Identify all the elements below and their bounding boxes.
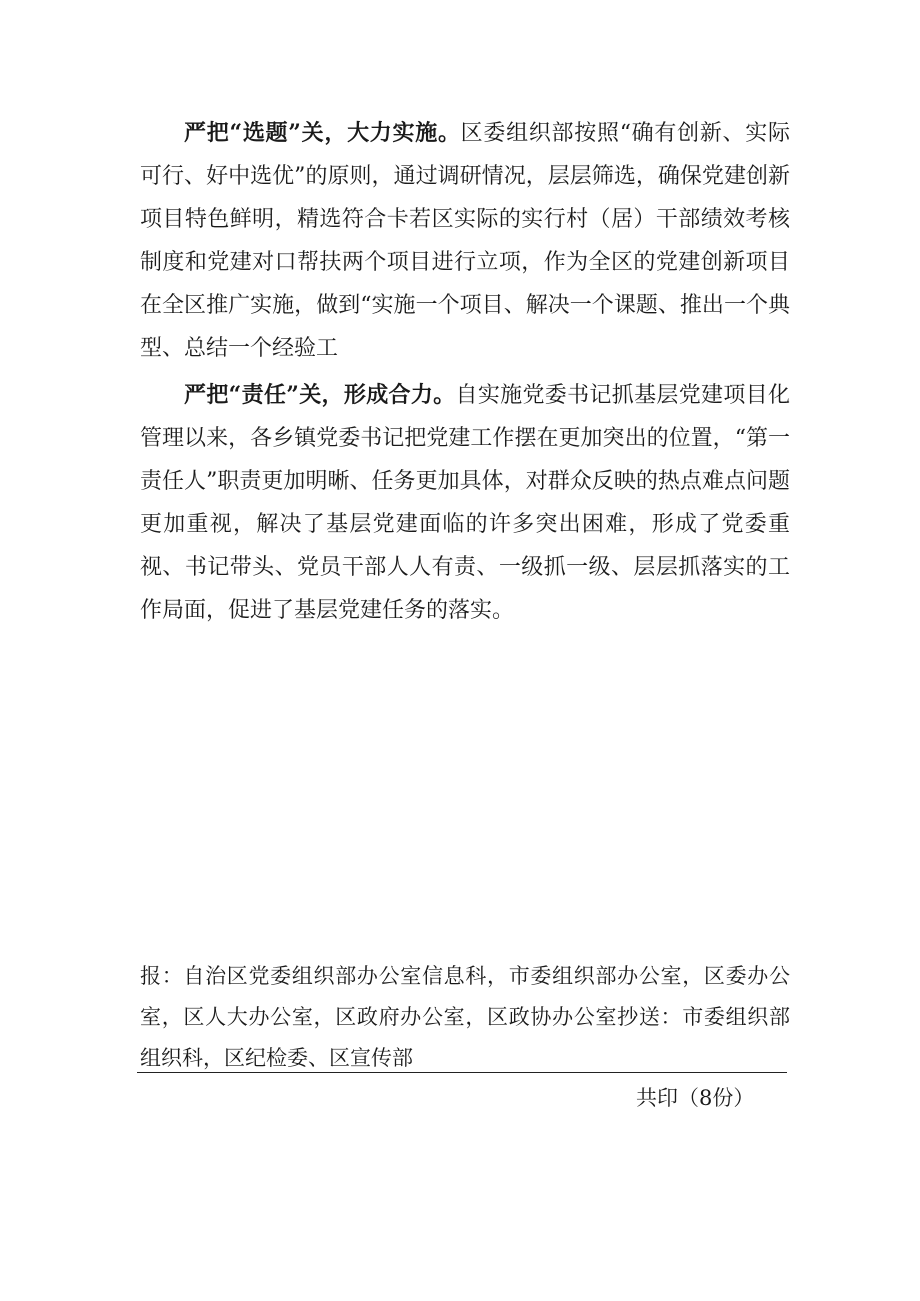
paragraph-body: 自实施党委书记抓基层党建项目化管理以来，各乡镇党委书记把党建工作摆在更加突出的位置，“第一责任人”职责更加明晰、任务更加具体，对群众反映的热点难点问题更加重视，解决了基层党建面临的许多突出困难，形成了党委重视、书记带头、党员干部人人有责、一级抓一级、层层抓落实的工作局面，促进了基层党建任务的落实。 bbox=[140, 383, 790, 623]
paragraph-responsibility bbox=[140, 374, 790, 632]
paragraph-topic-selection bbox=[140, 112, 790, 370]
footer-divider bbox=[137, 1072, 787, 1073]
print-copies: 共印（8份） bbox=[636, 1086, 755, 1110]
paragraph-body: 区委组织部按照“确有创新、实际可行、好中选优”的原则，通过调研情况，层层筛选，确保党建创新项目特色鲜明，精选符合卡若区实际的实行村（居）干部绩效考核制度和党建对口帮扶两个项目进行立项，作为全区的党建创新项目在全区推广实施，做到“实施一个项目、解决一个课题、推出一个典型、总结一个经验工 bbox=[140, 121, 790, 361]
paragraph-lead: 严把“责任”关，形成合力。 bbox=[184, 382, 456, 408]
distribution-list: 报：自治区党委组织部办公室信息科，市委组织部办公室，区委办公室，区人大办公室，区政府办公室，区政协办公室抄送：市委组织部组织科，区纪检委、区宣传部 bbox=[140, 964, 790, 1070]
paragraph-lead: 严把“选题”关，大力实施。 bbox=[184, 120, 461, 146]
